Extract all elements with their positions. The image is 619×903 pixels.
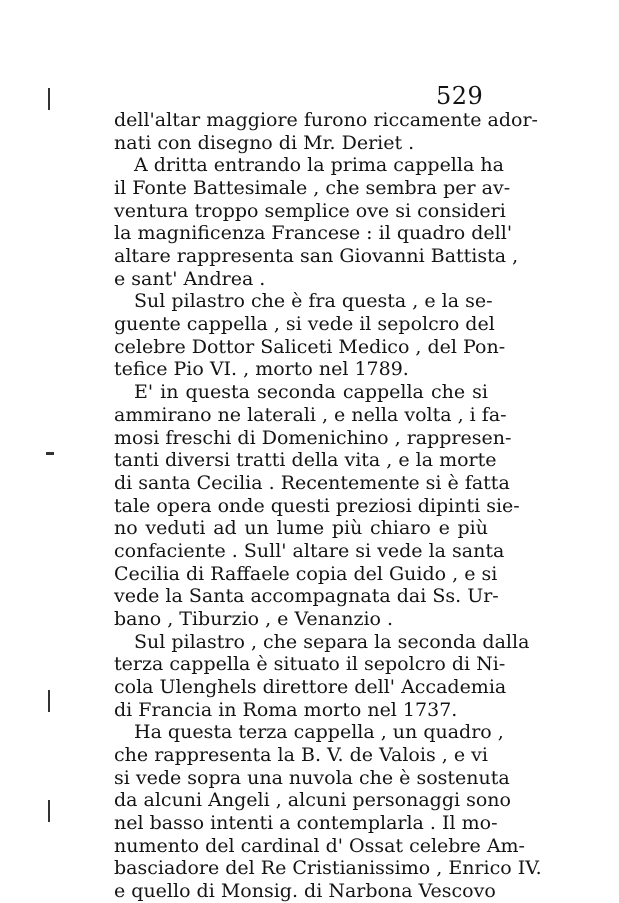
text-line: da alcuni Angeli , alcuni personaggi sono xyxy=(114,789,511,812)
text-line: A dritta entrando la prima cappella ha xyxy=(134,154,504,177)
margin-mark xyxy=(48,690,50,712)
text-line: Ha questa terza cappella , un quadro , xyxy=(134,721,504,744)
text-line: nati con disegno di Mr. Deriet . xyxy=(114,131,415,154)
text-line: e quello di Monsig. di Narbona Vescovo xyxy=(114,880,496,903)
text-line: Sul pilastro , che separa la seconda dalla xyxy=(134,630,530,653)
text-line: tefice Pio VI. , morto nel 1789. xyxy=(114,358,409,381)
margin-mark xyxy=(46,452,54,455)
text-line: altare rappresenta san Giovanni Battista , xyxy=(114,245,519,268)
text-line: E' in questa seconda cappella che si xyxy=(134,381,488,404)
text-line: mosi freschi di Domenichino , rappresen- xyxy=(114,426,512,449)
text-line: di santa Cecilia . Recentemente si è fatta xyxy=(114,471,510,494)
text-line: ventura troppo semplice ove si consideri xyxy=(114,199,506,222)
margin-mark xyxy=(48,88,50,110)
text-line: il Fonte Battesimale , che sembra per av- xyxy=(114,177,511,200)
text-line: la magnificenza Francese : il quadro dell' xyxy=(114,222,513,245)
text-line: cola Ulenghels direttore dell' Accademia xyxy=(114,676,507,698)
text-line: confaciente . Sull' altare si vede la santa xyxy=(114,539,505,562)
text-line: tanti diversi tratti della vita , e la morte xyxy=(114,449,497,472)
margin-mark xyxy=(48,800,50,822)
text-line: bano , Tiburzio , e Venanzio . xyxy=(114,607,394,630)
text-line: basciadore del Re Cristianissimo , Enrico IV. xyxy=(114,857,542,880)
text-line: ammirano ne laterali , e nella volta , i fa- xyxy=(114,403,507,426)
text-line: dell'altar maggiore furono riccamente ador- xyxy=(114,109,538,131)
text-line: nel basso intenti a contemplarla . Il mo- xyxy=(114,812,498,835)
text-line: tale opera onde questi preziosi dipinti sie- xyxy=(114,494,520,517)
text-line: Cecilia di Raffaele copia del Guido , e si xyxy=(114,562,498,585)
text-line: di Francia in Roma morto nel 1737. xyxy=(114,698,458,721)
text-line: si vede sopra una nuvola che è sostenuta xyxy=(114,766,510,789)
text-line: che rappresenta la B. V. de Valois , e vi xyxy=(114,744,488,767)
text-line: guente cappella , si vede il sepolcro del xyxy=(114,313,495,336)
text-line: Sul pilastro che è fra questa , e la se- xyxy=(134,290,493,313)
text-line: e sant' Andrea . xyxy=(114,267,266,290)
text-line: no veduti ad un lume più chiaro e più xyxy=(114,517,488,540)
text-line: vede la Santa accompagnata dai Ss. Ur- xyxy=(114,585,499,608)
text-line: celebre Dottor Saliceti Medico , del Pon- xyxy=(114,335,506,358)
page-number: 529 xyxy=(436,82,484,110)
text-line: numento del cardinal d' Ossat celebre Am- xyxy=(114,834,525,857)
text-line: terza cappella è situato il sepolcro di Ni- xyxy=(114,653,506,676)
